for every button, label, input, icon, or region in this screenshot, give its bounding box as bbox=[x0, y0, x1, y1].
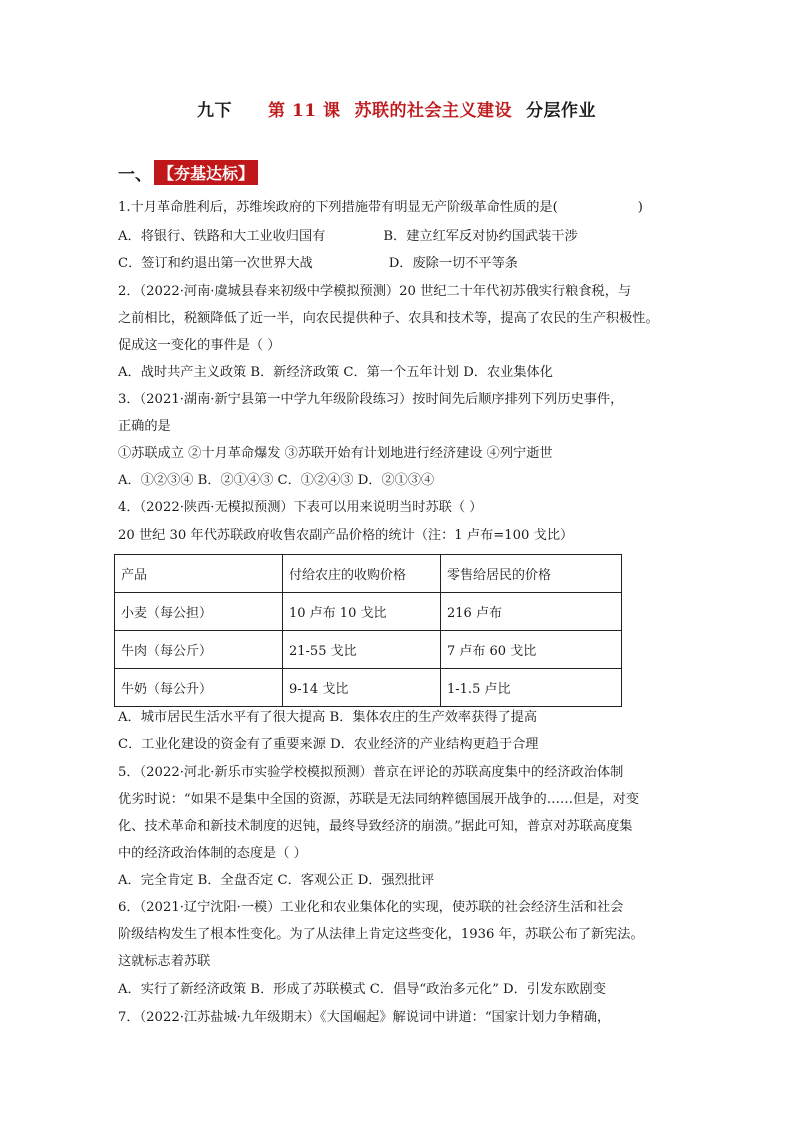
title-topic: 苏联的社会主义建设 bbox=[354, 101, 512, 121]
q1-option-a: A．将银行、铁路和大工业收归国有 bbox=[118, 229, 326, 244]
q4-options-row2: C．工业化建设的资金有了重要来源 D．农业经济的产业结构更趋于合理 bbox=[118, 737, 539, 752]
section-number: 一、 bbox=[118, 165, 152, 185]
q2-line2: 之前相比，税额降低了近一半，向农民提供种子、农具和技术等，提高了农民的生产积极性。 bbox=[118, 311, 659, 326]
table-row bbox=[115, 669, 622, 707]
section-badge: 【夯基达标】 bbox=[154, 160, 258, 185]
table-cell: 9-14 戈比 bbox=[283, 669, 441, 707]
table-cell: 小麦（每公担） bbox=[115, 593, 283, 631]
table-cell: 7 卢布 60 戈比 bbox=[441, 631, 622, 669]
table-header-cell: 产品 bbox=[115, 555, 283, 593]
q1-option-d: D．废除一切不平等条 bbox=[388, 256, 518, 271]
q1-option-c: C．签订和约退出第一次世界大战 bbox=[118, 256, 313, 271]
q5-line2: 优劣时说：“如果不是集中全国的资源，苏联是无法同纳粹德国展开战争的……但是，对变 bbox=[118, 792, 640, 807]
q5-line4: 中的经济政治体制的态度是（ ） bbox=[118, 846, 307, 861]
q3-line2: 正确的是 bbox=[118, 419, 171, 434]
table-row bbox=[115, 631, 622, 669]
q6-line2: 阶级结构发生了根本性变化。为了从法律上肯定这些变化，1936 年，苏联公布了新宪法。 bbox=[118, 927, 644, 942]
q5-options: A．完全肯定 B．全盘否定 C．客观公正 D．强烈批评 bbox=[118, 873, 435, 888]
table-header-cell: 付给农庄的收购价格 bbox=[283, 555, 441, 593]
table-cell: 1-1.5 卢比 bbox=[441, 669, 622, 707]
q4-line1: 4．（2022·陕西·无模拟预测）下表可以用来说明当时苏联（ ） bbox=[118, 500, 483, 515]
q3-options: A．①②③④ B．②①④③ C．①②④③ D．②①③④ bbox=[118, 473, 435, 488]
price-table bbox=[114, 554, 622, 707]
table-cell: 216 卢布 bbox=[441, 593, 622, 631]
title-grade: 九下 bbox=[197, 101, 232, 121]
q2-options: A．战时共产主义政策 B．新经济政策 C．第一个五年计划 D．农业集体化 bbox=[118, 365, 553, 380]
q2-line1: 2．（2022·河南·虞城县春来初级中学模拟预测）20 世纪二十年代初苏俄实行粮食税，与 bbox=[118, 284, 632, 299]
q1-stem: 1.十月革命胜利后，苏维埃政府的下列措施带有明显无产阶级革命性质的是( ) bbox=[118, 200, 643, 215]
section-heading bbox=[118, 160, 258, 185]
q2-line3: 促成这一变化的事件是（ ） bbox=[118, 338, 281, 353]
q1-options-row2 bbox=[118, 255, 518, 273]
q4-options-row1: A．城市居民生活水平有了很大提高 B．集体农庄的生产效率获得了提高 bbox=[118, 710, 538, 725]
q5-line3: 化、技术革命和新技术制度的迟钝，最终导致经济的崩溃。”据此可知，普京对苏联高度集 bbox=[118, 819, 633, 834]
table-header-row bbox=[115, 555, 622, 593]
table-cell: 牛奶（每公升） bbox=[115, 669, 283, 707]
table-row bbox=[115, 593, 622, 631]
q1-options-row1 bbox=[118, 228, 578, 246]
table-cell: 21-55 戈比 bbox=[283, 631, 441, 669]
page-title bbox=[0, 96, 793, 121]
q3-events: ①苏联成立 ②十月革命爆发 ③苏联开始有计划地进行经济建设 ④列宁逝世 bbox=[118, 446, 553, 461]
table-cell: 10 卢布 10 戈比 bbox=[283, 593, 441, 631]
table-cell: 牛肉（每公斤） bbox=[115, 631, 283, 669]
q3-line1: 3．（2021·湖南·新宁县第一中学九年级阶段练习）按时间先后顺序排列下列历史事件， bbox=[118, 392, 624, 407]
title-lesson: 第 11 课 bbox=[268, 101, 341, 121]
q6-line1: 6．（2021·辽宁沈阳·一模）工业化和农业集体化的实现，使苏联的社会经济生活和社会 bbox=[118, 900, 624, 915]
q7-line1: 7．（2022·江苏盐城·九年级期末）《大国崛起》解说词中讲道：“国家计划力争精确， bbox=[118, 1010, 611, 1025]
q6-options: A．实行了新经济政策 B．形成了苏联模式 C．倡导“政治多元化” D．引发东欧剧变 bbox=[118, 982, 606, 997]
q6-line3: 这就标志着苏联 bbox=[118, 954, 211, 969]
q4-table-caption: 20 世纪 30 年代苏联政府收售农副产品价格的统计（注：1 卢布=100 戈比） bbox=[118, 528, 574, 543]
title-suffix: 分层作业 bbox=[526, 101, 596, 121]
table-header-cell: 零售给居民的价格 bbox=[441, 555, 622, 593]
q1-option-b: B．建立红军反对协约国武装干涉 bbox=[383, 229, 578, 244]
q5-line1: 5．（2022·河北·新乐市实验学校模拟预测）普京在评论的苏联高度集中的经济政治体制 bbox=[118, 765, 624, 780]
